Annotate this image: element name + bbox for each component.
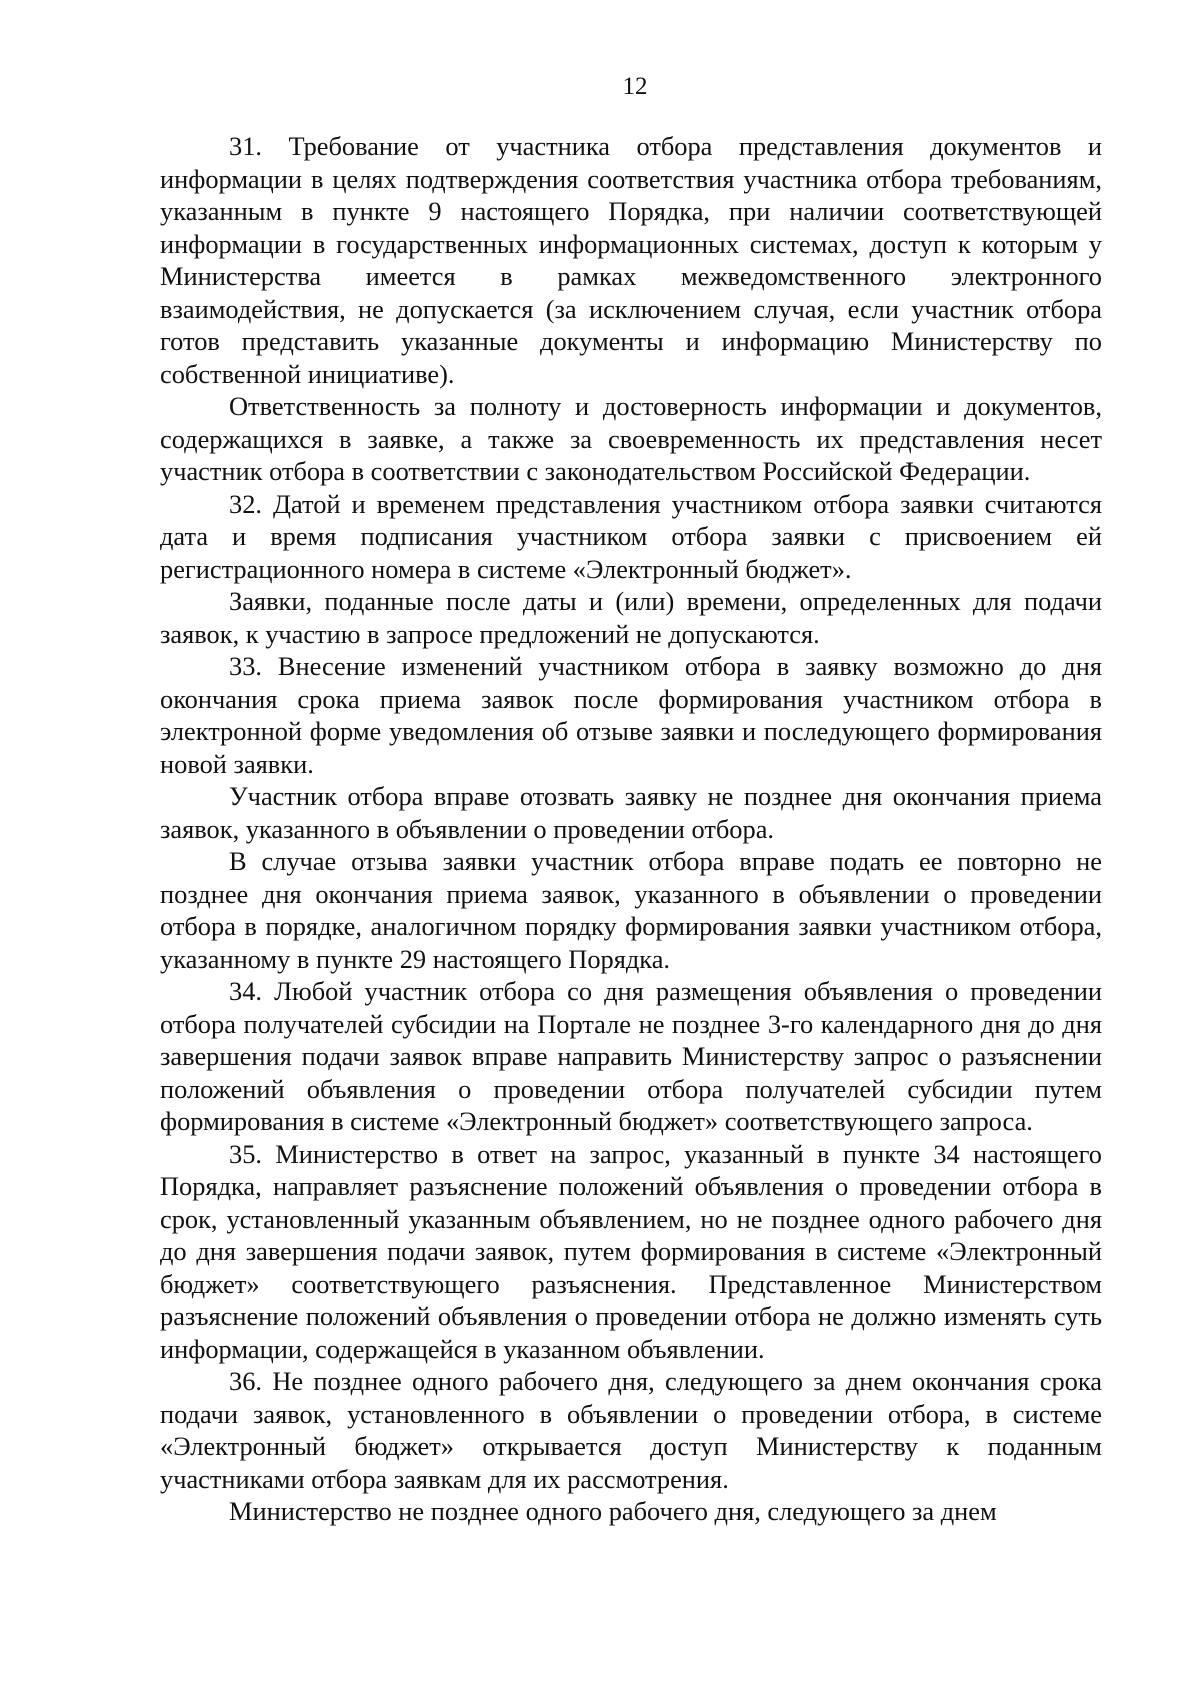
paragraph-31-responsibility: Ответственность за полноту и достоверность информации и документов, содержащихся в заявке, а также за своевременность их представления несет участник отбора в соответствии с законодательством Российской Федерации. bbox=[160, 391, 1102, 486]
paragraph-31: 31. Требование от участника отбора представления документов и информации в целях подтверждения соответствия участника отбора требованиям, указанным в пункте 9 настоящего Порядка, при наличии соответствующей информации в государственных информационных системах, доступ к которым у Министерства имеется в рамках межведомственного электронного взаимодействия, не допускается (за исключением случая, если участник отбора готов представить указанные документы и информацию Министерству по собственной инициативе). bbox=[160, 131, 1102, 389]
paragraph-33-withdrawal: Участник отбора вправе отозвать заявку не позднее дня окончания приема заявок, указанного в объявлении о проведении отбора. bbox=[160, 781, 1102, 844]
paragraph-34: 34. Любой участник отбора со дня размещения объявления о проведении отбора получателей субсидии на Портале не позднее 3-го календарного дня до дня завершения подачи заявок вправе направить Министерству запрос о разъяснении положений объявления о проведении отбора получателей субсидии путем формирования в системе «Электронный бюджет» соответствующего запроса. bbox=[160, 976, 1102, 1136]
paragraph-32: 32. Датой и временем представления участником отбора заявки считаются дата и время подписания участником отбора заявки с присвоением ей регистрационного номера в системе «Электронный бюджет». bbox=[160, 488, 1102, 584]
paragraph-36-ministry: Министерство не позднее одного рабочего дня, следующего за днем bbox=[229, 1496, 997, 1526]
paragraph-36: 36. Не позднее одного рабочего дня, следующего за днем окончания срока подачи заявок, установленного в объявлении о проведении отбора, в системе «Электронный бюджет» открывается доступ Министерству к поданным участниками отбора заявкам для их рассмотрения. bbox=[160, 1366, 1102, 1494]
paragraph-32-late-applications: Заявки, поданные после даты и (или) времени, определенных для подачи заявок, к участию в запросе предложений не допускаются. bbox=[160, 586, 1102, 649]
page-number: 12 bbox=[622, 73, 648, 100]
paragraph-33: 33. Внесение изменений участником отбора в заявку возможно до дня окончания срока приема заявок после формирования участником отбора в электронной форме уведомления об отзыве заявки и последующего формирования новой заявки. bbox=[160, 651, 1102, 779]
paragraph-35: 35. Министерство в ответ на запрос, указанный в пункте 34 настоящего Порядка, направляет разъяснение положений объявления о проведении отбора в срок, установленный указанным объявлением, но не позднее одного рабочего дня до дня завершения подачи заявок, путем формирования в системе «Электронный бюджет» соответствующего разъяснения. Представленное Министерством разъяснение положений объявления о проведении отбора не должно изменять суть информации, содержащейся в указанном объявлении. bbox=[160, 1138, 1102, 1364]
document-body bbox=[160, 130, 1102, 1528]
paragraph-33-resubmission: В случае отзыва заявки участник отбора вправе подать ее повторно не позднее дня окончания приема заявок, указанного в объявлении о проведении отбора в порядке, аналогичном порядку формирования заявки участником отбора, указанному в пункте 29 настоящего Порядка. bbox=[160, 846, 1102, 974]
